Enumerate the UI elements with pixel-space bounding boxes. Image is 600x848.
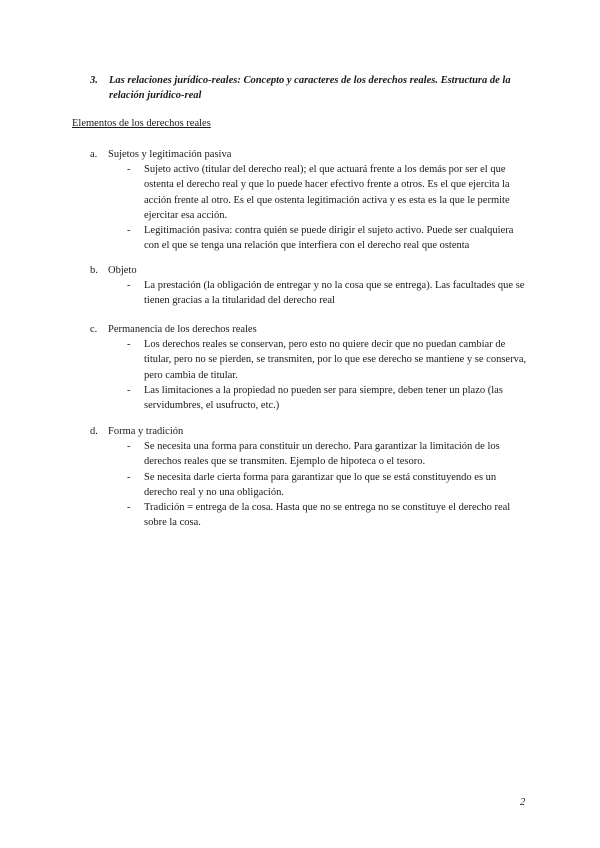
- section-title: Forma y tradición: [108, 426, 184, 437]
- section-title: Objeto: [108, 265, 137, 276]
- section-d: [90, 424, 540, 531]
- subtitle: Elementos de los derechos reales: [72, 118, 211, 129]
- section-letter: d.: [90, 426, 98, 437]
- section-label: [90, 424, 540, 439]
- dash-bullet: -: [127, 225, 131, 237]
- list-item: [90, 223, 540, 254]
- dash-bullet: -: [127, 441, 131, 452]
- heading-number: 3.: [90, 75, 98, 86]
- section-title: Sujetos y legitimación pasiva: [108, 149, 232, 160]
- list-item: [90, 278, 540, 309]
- list-item: [90, 470, 540, 501]
- list-item: [90, 500, 540, 531]
- list-item: [90, 439, 540, 470]
- list-item: [90, 337, 540, 383]
- dash-bullet: -: [127, 502, 131, 514]
- section-a: [90, 147, 540, 254]
- section-c: [90, 322, 540, 413]
- bullet-text: Legitimación pasiva: contra quién se puede dirigir el sujeto activo. Puede ser cualquiera con el que se tenga una relación que interfiera con el derecho real que ostenta: [144, 225, 514, 252]
- heading-text: Las relaciones jurídico-reales: Concepto y caracteres de los derechos reales. Estructura de la relación jurídico-real: [109, 75, 511, 101]
- bullet-list: [90, 439, 540, 531]
- list-item: [90, 383, 540, 414]
- bullet-list: [90, 337, 540, 413]
- bullet-text: Se necesita darle cierta forma para garantizar que lo que se está constituyendo es un derecho real y no una obligación.: [144, 471, 497, 498]
- section-letter: a.: [90, 149, 98, 160]
- section-letter: c.: [90, 324, 98, 335]
- bullet-list: [90, 278, 540, 309]
- section-label: [90, 322, 540, 337]
- bullet-text: Tradición = entrega de la cosa. Hasta que no se entrega no se constituye el derecho real sobre la cosa.: [144, 502, 511, 529]
- section-b: [90, 263, 540, 309]
- bullet-list: [90, 162, 540, 254]
- section-label: [90, 147, 540, 162]
- bullet-text: Se necesita una forma para constituir un derecho. Para garantizar la limitación de los derechos reales que se transmiten. Ejemplo de hipoteca o el tesoro.: [144, 441, 500, 468]
- page-number: 2: [520, 797, 526, 808]
- dash-bullet: -: [127, 339, 131, 350]
- section-title: Permanencia de los derechos reales: [108, 324, 257, 335]
- bullet-text: Las limitaciones a la propiedad no pueden ser para siempre, deben tener un plazo (las servidumbres, el usufructo, etc.): [144, 384, 503, 412]
- bullet-text: La prestación (la obligación de entregar y no la cosa que se entrega). Las facultades que se tienen gracias a la titularidad del derecho real: [144, 280, 525, 307]
- section-heading: [90, 73, 530, 103]
- section-letter: b.: [90, 265, 98, 276]
- bullet-text: Sujeto activo (titular del derecho real); el que actuará frente a los demás por ser el que ostenta el derecho real y que lo puede hacer efectivo frente a otros. Es el que ejercita la acción frente al otro. Es el que ostenta legitimación activa y es esta es la que le permite ejercitar esa acción.: [144, 164, 510, 221]
- dash-bullet: -: [127, 280, 131, 291]
- list-item: [90, 162, 540, 223]
- section-label: [90, 263, 540, 278]
- bullet-text: Los derechos reales se conservan, pero esto no quiere decir que no puedan cambiar de titular, pero no se pierden, se transmiten, por lo que ese derecho se mantiene y se conserva, pero cambia de titular.: [144, 339, 527, 381]
- dash-bullet: -: [127, 164, 131, 175]
- dash-bullet: -: [127, 471, 131, 483]
- dash-bullet: -: [127, 384, 131, 396]
